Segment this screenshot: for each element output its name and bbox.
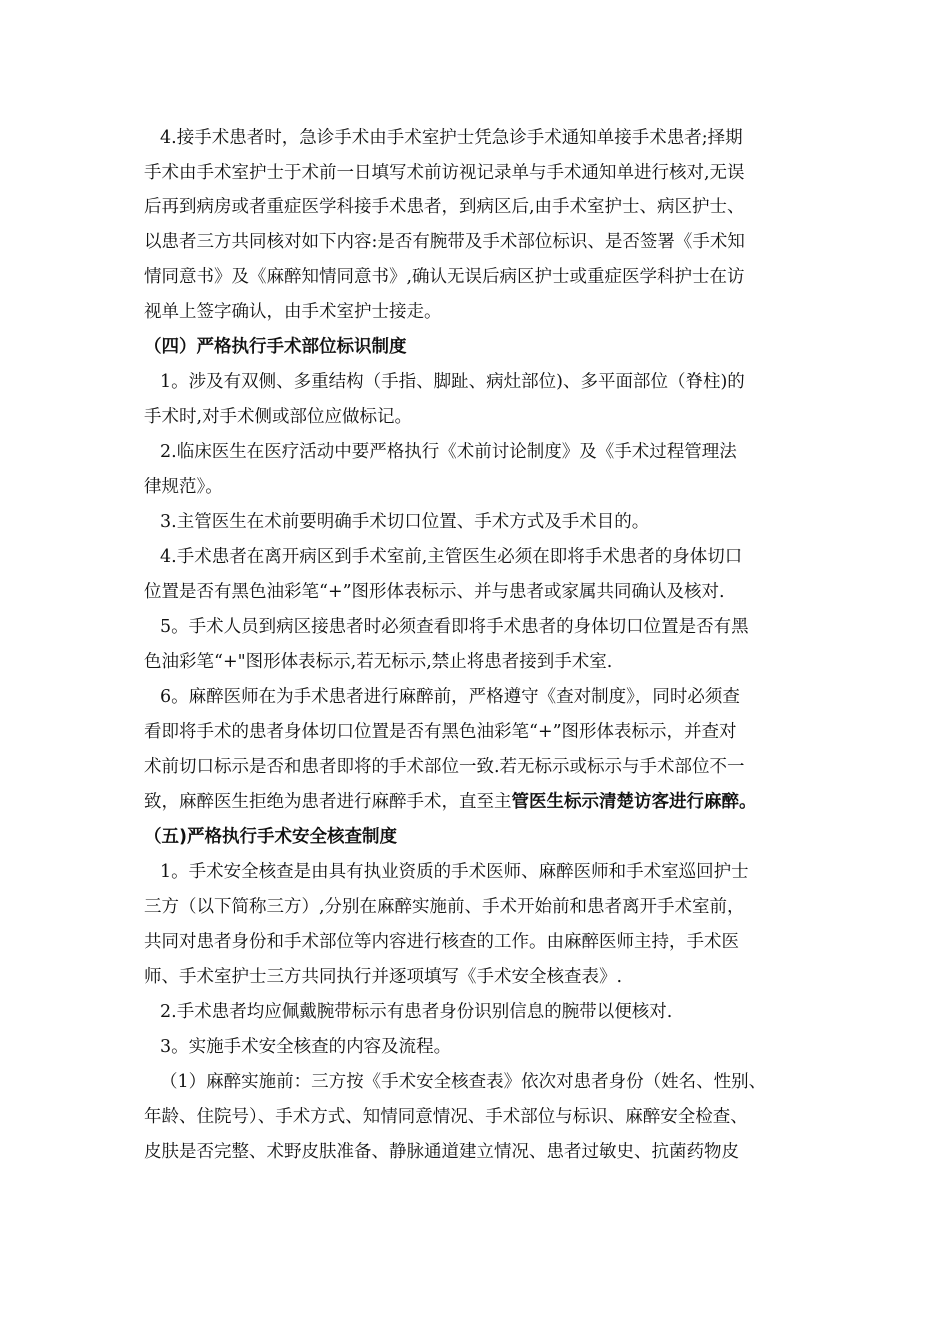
paragraph-line: 手术由手术室护士于术前一日填写术前访视记录单与手术通知单进行核对,无误	[144, 163, 745, 183]
paragraph-line: 后再到病房或者重症医学科接手术患者，到病区后,由手术室护士、病区护士、	[144, 197, 745, 217]
paragraph-line: 手术时,对手术侧或部位应做标记。	[144, 407, 413, 427]
paragraph-line: 2.手术患者均应佩戴腕带标示有患者身份识别信息的腕带以便核对.	[160, 1002, 673, 1022]
paragraph-line: 3。实施手术安全核查的内容及流程。	[160, 1037, 452, 1057]
paragraph-line: 1。手术安全核查是由具有执业资质的手术医师、麻醉医师和手术室巡回护士	[160, 862, 749, 882]
paragraph-line: 情同意书》及《麻醉知情同意书》,确认无误后病区护士或重症医学科护士在访	[144, 267, 745, 287]
paragraph-line: 位置是否有黑色油彩笔“+”图形体表标示、并与患者或家属共同确认及核对.	[144, 582, 725, 602]
paragraph-line-text: 致，麻醉医生拒绝为患者进行麻醉手术，直至主	[144, 792, 512, 812]
paragraph-line	[144, 790, 824, 814]
paragraph-line: 皮肤是否完整、术野皮肤准备、静脉通道建立情况、患者过敏史、抗菌药物皮	[144, 1142, 739, 1162]
paragraph-line: 2.临床医生在医疗活动中要严格执行《术前讨论制度》及《手术过程管理法	[160, 442, 737, 462]
paragraph-line: 律规范》。	[144, 477, 223, 497]
paragraph-line: 术前切口标示是否和患者即将的手术部位一致.若无标示或标示与手术部位不一	[144, 757, 745, 777]
paragraph-line: 看即将手术的患者身体切口位置是否有黑色油彩笔“+”图形体表标示，并查对	[144, 722, 737, 742]
paragraph-line: 三方（以下简称三方）,分别在麻醉实施前、手术开始前和患者离开手术室前，	[144, 897, 745, 917]
paragraph-line: 色油彩笔“+"图形体表标示,若无标示,禁止将患者接到手术室.	[144, 652, 613, 672]
paragraph-line: 6。麻醉医师在为手术患者进行麻醉前，严格遵守《查对制度》，同时必须查	[160, 687, 740, 707]
section-heading: （五)严格执行手术安全核查制度	[144, 827, 397, 847]
paragraph-line: 4.手术患者在离开病区到手术室前,主管医生必须在即将手术患者的身体切口	[160, 547, 743, 567]
paragraph-line: 以患者三方共同核对如下内容:是否有腕带及手术部位标识、是否签署《手术知	[144, 232, 745, 252]
paragraph-line: 共同对患者身份和手术部位等内容进行核查的工作。由麻醉医师主持，手术医	[144, 932, 739, 952]
bold-emphasis: 管医生标示清楚访客进行麻醉。	[511, 792, 757, 812]
paragraph-line: 4.接手术患者时，急诊手术由手术室护士凭急诊手术通知单接手术患者;择期	[160, 128, 743, 148]
paragraph-line: 师、手术室护士三方共同执行并逐项填写《手术安全核查表》.	[144, 967, 623, 987]
paragraph-line: 视单上签字确认，由手术室护士接走。	[144, 302, 442, 322]
paragraph-line: 5。手术人员到病区接患者时必须查看即将手术患者的身体切口位置是否有黑	[160, 617, 749, 637]
paragraph-line: 3.主管医生在术前要明确手术切口位置、手术方式及手术目的。	[160, 512, 650, 532]
paragraph-line: 1。涉及有双侧、多重结构（手指、脚趾、病灶部位)、多平面部位（脊柱)的	[160, 372, 745, 392]
paragraph-line: （1）麻醉实施前：三方按《手术安全核查表》依次对患者身份（姓名、性别、	[160, 1072, 767, 1092]
section-heading: （四）严格执行手术部位标识制度	[144, 337, 407, 357]
paragraph-line: 年龄、住院号）、手术方式、知情同意情况、手术部位与标识、麻醉安全检查、	[144, 1107, 748, 1127]
